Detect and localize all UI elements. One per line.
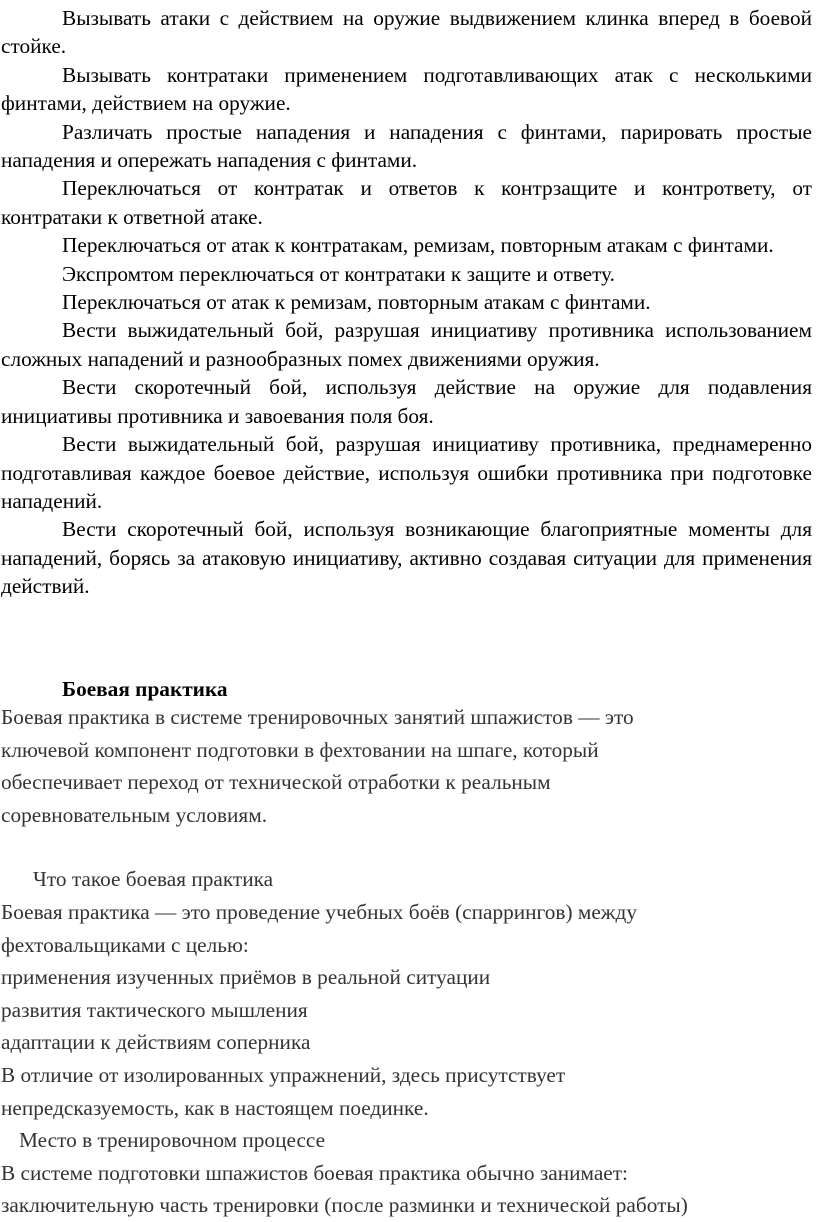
- intro-line-2: ключевой компонент подготовки в фехтовании на шпаге, который: [1, 737, 599, 762]
- subheading-what-is: Что такое боевая практика: [33, 867, 274, 892]
- paragraph-5: Переключаться от атак к контратакам, ремизам, повторным атакам с финтами.: [62, 233, 774, 258]
- skills-list: [1, 4, 812, 601]
- definition-line-1: Боевая практика — это проведение учебных боёв (спаррингов) между: [1, 899, 638, 924]
- paragraph-7: Переключаться от атак к ремизам, повторным атакам с финтами.: [62, 290, 651, 315]
- intro-line-4: соревновательным условиям.: [1, 802, 268, 827]
- paragraph-3: Различать простые нападения и нападения с финтами, парировать простые нападения и опережать нападения с финтами.: [1, 119, 812, 173]
- combat-practice-section: [1, 701, 801, 1222]
- paragraph-11: Вести скоротечный бой, используя возникающие благоприятные моменты для нападений, борясь за атаковую инициативу, активно создавая ситуации для применения действий.: [1, 517, 812, 599]
- paragraph-10: Вести выжидательный бой, разрушая инициативу противника, преднамеренно подготавливая каждое боевое действие, используя ошибки противника при подготовке нападений.: [1, 432, 812, 513]
- paragraph-6: Экспромтом переключаться от контратаки к защите и ответу.: [62, 261, 615, 286]
- definition-line-4: развития тактического мышления: [1, 997, 308, 1022]
- intro-line-1: Боевая практика в системе тренировочных занятий шпажистов — это: [1, 705, 634, 729]
- intro-line-3: обеспечивает переход от технической отработки к реальным: [1, 770, 551, 795]
- definition-line-6: В отличие от изолированных упражнений, здесь присутствует: [1, 1062, 566, 1087]
- definition-line-2: фехтовальщиками с целью:: [1, 932, 249, 957]
- place-line-1: В системе подготовки шпажистов боевая практика обычно занимает:: [1, 1160, 628, 1185]
- definition-line-5: адаптации к действиям соперника: [1, 1030, 311, 1055]
- section-heading: Боевая практика: [62, 677, 228, 701]
- paragraph-9: Вести скоротечный бой, используя действие на оружие для подавления инициативы противника и завоевания поля боя.: [1, 375, 812, 428]
- spacer: [1, 831, 801, 863]
- definition-line-7: непредсказуемость, как в настоящем поединке.: [1, 1095, 429, 1120]
- paragraph-4: Переключаться от контратак и ответов к контрзащите и контрответу, от контратаки к ответной атаке.: [1, 176, 812, 229]
- subheading-place: Место в тренировочном процессе: [19, 1128, 326, 1153]
- definition-line-3: применения изученных приёмов в реальной ситуации: [1, 965, 491, 990]
- paragraph-8: Вести выжидательный бой, разрушая инициативу противника использованием сложных нападений и разнообразных помех движениями оружия.: [1, 318, 812, 371]
- paragraph-2: Вызывать контратаки применением подготавливающих атак с несколькими финтами, действием на оружие.: [1, 62, 812, 116]
- place-line-2: заключительную часть тренировки (после разминки и технической работы): [1, 1193, 688, 1218]
- paragraph-1: Вызывать атаки с действием на оружие выдвижением клинка вперед в боевой стойке.: [1, 6, 812, 59]
